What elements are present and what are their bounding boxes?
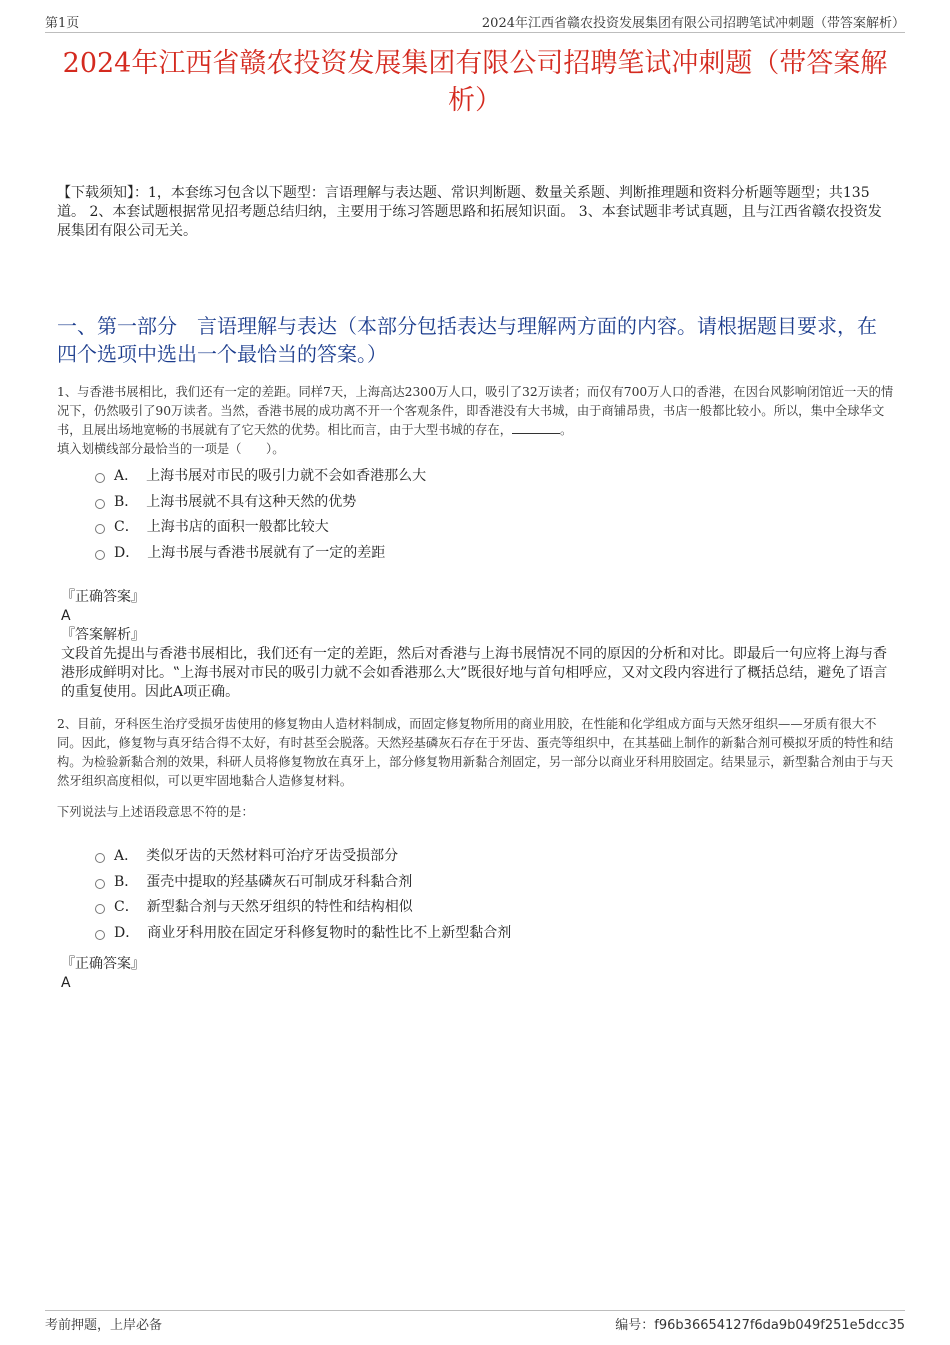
- radio-icon[interactable]: [95, 930, 105, 940]
- question-2: [57, 715, 895, 993]
- radio-icon[interactable]: [95, 499, 105, 509]
- analysis-label: 『答案解析』: [61, 627, 145, 644]
- correct-answer-label: 『正确答案』: [61, 589, 145, 606]
- download-notice: 【下载须知】：1，本套练习包含以下题型：言语理解与表达题、常识判断题、数量关系题、判断推理题和资料分析题等题型；共135道。 2、本套试题根据常见招考题总结归纳，主要用于练习答题思路和拓展知识面。 3、本套试题非考试真题，且与江西省赣农投资发展集团有限公司无关。: [57, 185, 882, 239]
- option-a[interactable]: [95, 462, 895, 488]
- option-key: D．: [114, 545, 140, 562]
- option-text: 商业牙科用胶在固定牙科修复物时的黏性比不上新型黏合剂: [147, 925, 512, 942]
- question-2-options: [57, 842, 895, 945]
- code-label: 编号：: [615, 1318, 655, 1333]
- option-text: 上海书店的面积一般都比较大: [146, 519, 329, 536]
- radio-icon[interactable]: [95, 879, 105, 889]
- option-key: D．: [114, 925, 140, 942]
- page-footer: [45, 1310, 905, 1333]
- correct-answer-value: A: [61, 975, 71, 992]
- question-1-options: [57, 462, 895, 565]
- correct-answer-label: 『正确答案』: [61, 956, 145, 973]
- question-1-text-before: 1、与香港书展相比，我们还有一定的差距。同样7天，上海高达2300万人口，吸引了32万读者；而仅有700万人口的香港，在因台风影响闭馆近一天的情况下，仍然吸引了90万读者。当然，香港书展的成功离不开一个客观条件，即香港没有大书城，由于商铺昂贵，书店一般都比较小。所以，集中全球华文书，且展出场地宽畅的书展就有了它天然的优势。相比而言，由于大型书城的存在，: [57, 385, 894, 437]
- option-c[interactable]: [95, 894, 895, 920]
- correct-answer-value: A: [61, 608, 71, 625]
- radio-icon[interactable]: [95, 904, 105, 914]
- option-b[interactable]: [95, 488, 895, 514]
- running-title: 2024年江西省赣农投资发展集团有限公司招聘笔试冲刺题（带答案解析）: [481, 16, 905, 31]
- analysis-text: 文段首先提出与香港书展相比，我们还有一定的差距，然后对香港与上海书展情况不同的原因的分析和对比。即最后一句应将上海与香港形成鲜明对比。‟上海书展对市民的吸引力就不会如香港那么大”既很好地与首句相呼应，又对文段内容进行了概括总结，避免了语言的重复使用。因此A项正确。: [61, 646, 888, 701]
- option-key: B．: [114, 873, 139, 890]
- option-c[interactable]: [95, 514, 895, 540]
- question-1-text: [57, 383, 895, 440]
- question-1-text-after: 。: [560, 423, 573, 437]
- option-text: 蛋壳中提取的羟基磷灰石可制成牙科黏合剂: [146, 873, 413, 890]
- question-1: [57, 383, 895, 702]
- option-key: A．: [114, 467, 139, 484]
- option-a[interactable]: [95, 842, 895, 868]
- page-header: [45, 12, 905, 33]
- option-text: 上海书展与香港书展就有了一定的差距: [147, 545, 386, 562]
- option-d[interactable]: [95, 539, 895, 565]
- question-2-stem: 下列说法与上述语段意思不符的是：: [57, 805, 254, 819]
- radio-icon[interactable]: [95, 473, 105, 483]
- fill-blank: [512, 421, 560, 434]
- footer-slogan: 考前押题，上岸必备: [45, 1318, 163, 1333]
- option-d[interactable]: [95, 919, 895, 945]
- option-text: 上海书展对市民的吸引力就不会如香港那么大: [146, 467, 427, 484]
- option-key: C．: [114, 519, 139, 536]
- option-key: B．: [114, 493, 139, 510]
- option-text: 上海书展就不具有这种天然的优势: [146, 493, 357, 510]
- document-code: [615, 1314, 905, 1333]
- option-key: C．: [114, 899, 139, 916]
- option-text: 新型黏合剂与天然牙组织的特性和结构相似: [146, 899, 413, 916]
- document-title: 2024年江西省赣农投资发展集团有限公司招聘笔试冲刺题（带答案解析）: [62, 48, 888, 116]
- section-title: 一、第一部分 言语理解与表达（本部分包括表达与理解两方面的内容。请根据题目要求，在四个选项中选出一个最恰当的答案。）: [57, 314, 877, 366]
- radio-icon[interactable]: [95, 550, 105, 560]
- page-number: 第1页: [45, 16, 80, 31]
- code-value: f96b36654127f6da9b049f251e5dcc35: [654, 1318, 905, 1333]
- question-1-stem: 填入划横线部分最恰当的一项是（ ）。: [57, 442, 285, 456]
- option-b[interactable]: [95, 868, 895, 894]
- option-key: A．: [114, 847, 139, 864]
- option-text: 类似牙齿的天然材料可治疗牙齿受损部分: [146, 847, 399, 864]
- radio-icon[interactable]: [95, 853, 105, 863]
- question-2-text: 2、目前，牙科医生治疗受损牙齿使用的修复物由人造材料制成，而固定修复物所用的商业用胶，在性能和化学组成方面与天然牙组织——牙质有很大不同。因此，修复物与真牙结合得不太好，有时甚至会脱落。天然羟基磷灰石存在于牙齿、蛋壳等组织中，在其基础上制作的新黏合剂可模拟牙质的特性和结构。为检验新黏合剂的效果，科研人员将修复物放在真牙上，部分修复物用新黏合剂固定，另一部分以商业牙科用胶固定。结果显示，新型黏合剂由于与天然牙组织高度相似，可以更牢固地黏合人造修复材料。: [57, 717, 894, 788]
- radio-icon[interactable]: [95, 524, 105, 534]
